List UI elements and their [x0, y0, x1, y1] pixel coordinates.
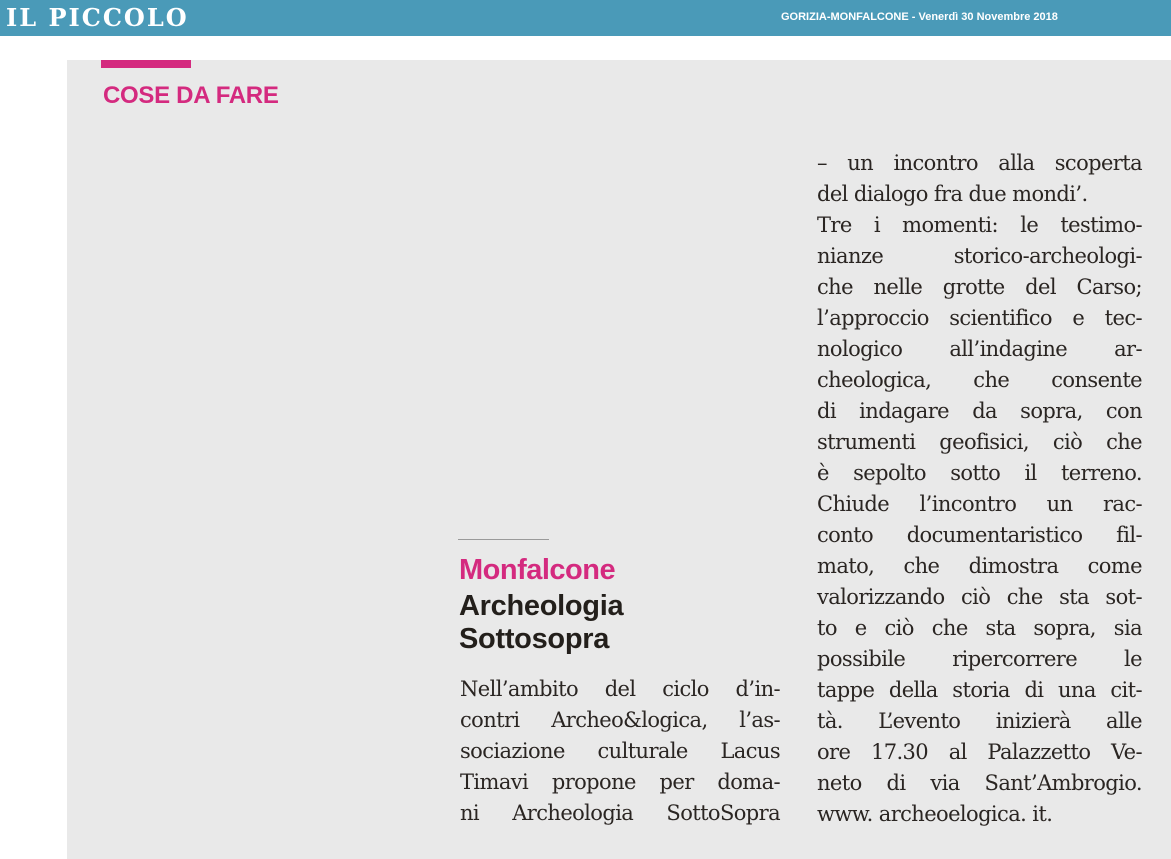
text-line: mato, che dimostra come: [817, 554, 1142, 578]
newspaper-header-bar: [0, 0, 1171, 36]
text-line: nologico all’indagine ar-: [817, 337, 1142, 361]
text-line: ni Archeologia SottoSopra: [460, 801, 780, 825]
website-link[interactable]: www. archeoelogica. it.: [817, 802, 1053, 826]
text-line: conto documentaristico fil-: [817, 523, 1142, 547]
section-accent-bar: [101, 60, 191, 68]
headline-line: Sottosopra: [459, 623, 610, 655]
headline-divider: [458, 539, 549, 540]
text-line: Tre i momenti: le testimo-: [817, 213, 1142, 237]
text-line: Nell’ambito del ciclo d’in-: [460, 677, 780, 701]
text-line: valorizzando ciò che sta sot-: [817, 585, 1142, 609]
text-line: sociazione culturale Lacus: [460, 739, 780, 763]
text-line: cheologica, che consente: [817, 368, 1142, 392]
text-line: possibile ripercorrere le: [817, 647, 1142, 671]
text-line: strumenti geofisici, ciò che: [817, 430, 1142, 454]
text-line: tà. L’evento inizierà alle: [817, 709, 1142, 733]
text-line: che nelle grotte del Carso;: [817, 275, 1142, 299]
masthead-title: IL PICCOLO: [6, 3, 189, 32]
text-line: è sepolto sotto il terreno.: [817, 461, 1142, 485]
text-line: Chiude l’incontro un rac-: [817, 492, 1142, 516]
text-line: to e ciò che sta sopra, sia: [817, 616, 1142, 640]
text-line: del dialogo fra due mondi’.: [817, 182, 1088, 206]
text-line: ore 17.30 al Palazzetto Ve-: [817, 740, 1142, 764]
text-line: neto di via Sant’Ambrogio.: [817, 771, 1142, 795]
edition-date-line: GORIZIA-MONFALCONE - Venerdì 30 Novembre 2018: [781, 11, 1058, 23]
text-line: nianze storico-archeologi-: [817, 244, 1142, 268]
article-clipping: [67, 60, 1171, 859]
text-line: – un incontro alla scoperta: [817, 151, 1142, 175]
section-label: COSE DA FARE: [103, 82, 279, 109]
article-headline: [459, 590, 623, 656]
article-kicker: Monfalcone: [459, 554, 616, 586]
article-column-2: [817, 148, 1142, 830]
text-line: Timavi propone per doma-: [460, 770, 780, 794]
text-line: di indagare da sopra, con: [817, 399, 1142, 423]
text-line: contri Archeo&logica, l’as-: [460, 708, 780, 732]
article-column-1: [460, 674, 780, 829]
headline-line: Archeologia: [459, 590, 624, 622]
text-line: tappe della storia di una cit-: [817, 678, 1142, 702]
text-line: l’approccio scientifico e tec-: [817, 306, 1142, 330]
